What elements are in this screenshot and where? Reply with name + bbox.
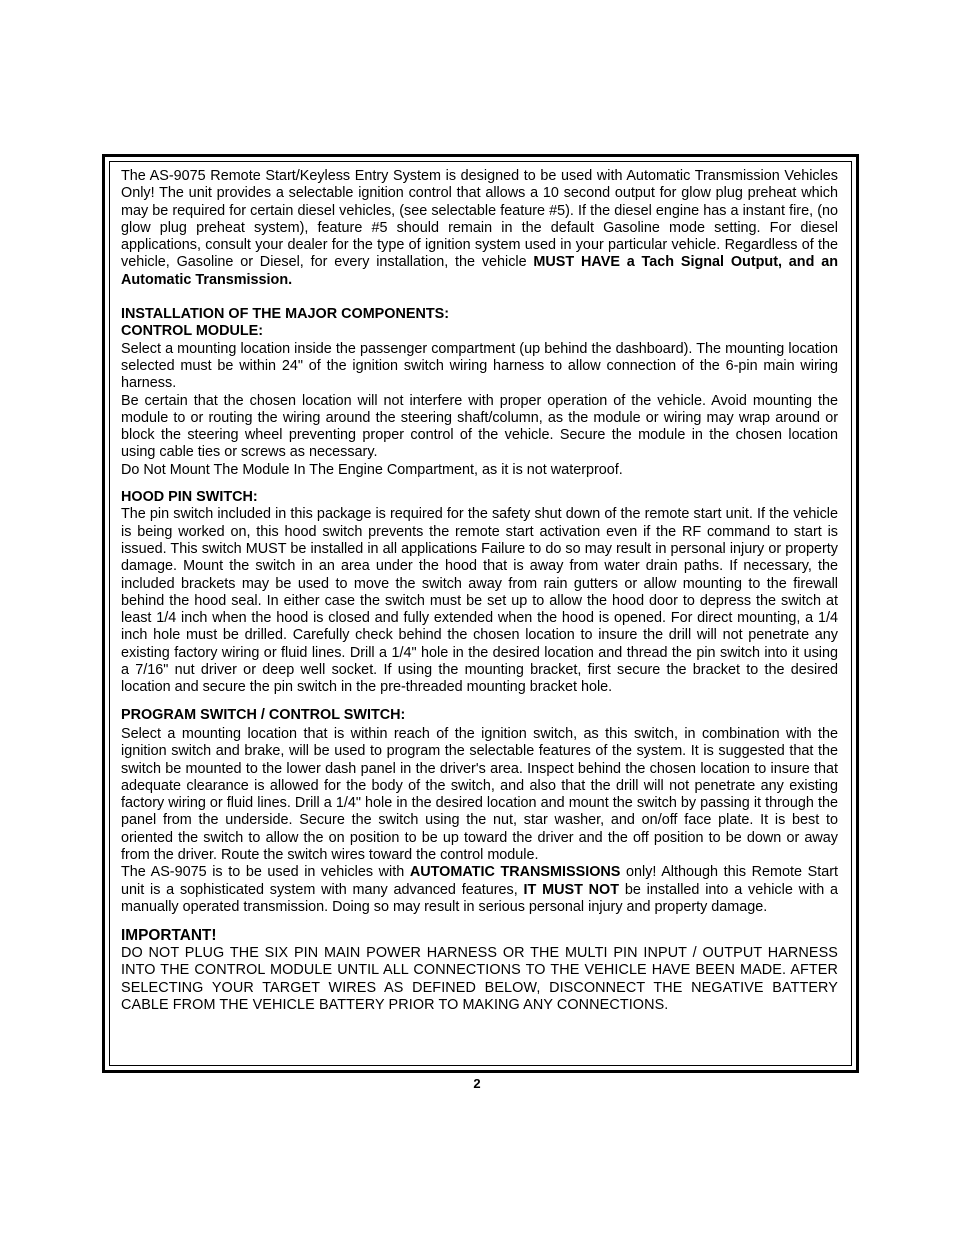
hood-pin-heading: HOOD PIN SWITCH: xyxy=(121,489,258,506)
important-heading: IMPORTANT! xyxy=(121,927,217,945)
control-module-paragraph-1: Select a mounting location inside the passenger compartment (up behind the dashboard). The mounting location selected must be within 24" of the ignition switch wiring harness to allow connection of the 6-pin main wiring harness. xyxy=(121,340,838,392)
document-body xyxy=(121,168,838,1014)
control-module-heading: CONTROL MODULE: xyxy=(121,323,264,340)
control-module-paragraph-2: Be certain that the chosen location will not interfere with proper operation of the vehicle. Avoid mounting the module to or routing the wiring around the steering shaft/column, as the module or wiring may wrap around or block the steering wheel preventing proper control of the vehicle. Secure the module in the chosen location using cable ties or screws as necessary. xyxy=(121,392,838,461)
installation-heading: INSTALLATION OF THE MAJOR COMPONENTS: xyxy=(121,306,450,323)
intro-text: The AS-9075 Remote Start/Keyless Entry System is designed to be used with Automatic Transmission Vehicles Only! The unit provides a selectable ignition control that allows a 10 second output for glow plug preheat which may be required for certain diesel vehicles, (see selectable feature #5). If the diesel engine has a instant fire, (no glow plug preheat system), feature #5 should remain in the default Gasoline mode setting. For diesel applications, consult your dealer for the type of ignition system used in your particular vehicle. Regardless of the vehicle, Gasoline or Diesel, for every installation, the vehicle xyxy=(121,168,838,271)
intro-paragraph xyxy=(121,168,838,289)
hood-pin-paragraph: The pin switch included in this package is required for the safety shut down of the remote start unit. If the vehicle is being worked on, this hood switch prevents the remote start activation even if the RF command to start is issued. This switch MUST be installed in all applications Failure to do so may result in personal injury or property damage. Mount the switch in an area under the hood that is away from water drain paths. If necessary, the included brackets may be used to move the switch away from rain gutters or allow mounting to the firewall behind the hood seal. In either case the switch must be set up to allow the hood door to depress the switch at least 1/4 inch when the hood is closed and fully extended when the hood is opened. For direct mounting, a 1/4 inch hole must be drilled. Carefully check behind the chosen location to insure the drill will not penetrate any existing factory wiring or fluid lines. Drill a 1/4" hole in the desired location and thread the pin switch into it using a 7/16" nut driver or deep well socket. If using the mounting bracket, first secure the bracket to the desired location and secure the pin switch in the pre-threaded mounting bracket hole. xyxy=(121,506,838,696)
program-switch-heading: PROGRAM SWITCH / CONTROL SWITCH: xyxy=(121,706,406,723)
important-paragraph: DO NOT PLUG THE SIX PIN MAIN POWER HARNESS OR THE MULTI PIN INPUT / OUTPUT HARNESS INTO THE CONTROL MODULE UNTIL ALL CONNECTIONS TO THE VEHICLE HAVE BEEN MADE. AFTER SELECTING YOUR TARGET WIRES AS DEFINED BELOW, DISCONNECT THE NEGATIVE BATTERY CABLE FROM THE VEHICLE BATTERY PRIOR TO MAKING ANY CONNECTIONS. xyxy=(121,945,838,1014)
intro-bold-text: MUST HAVE a Tach Signal Output, and an Automatic Transmission. xyxy=(121,254,838,288)
transmission-warning-paragraph: The AS-9075 is to be used in vehicles with AUTOMATIC TRANSMISSIONS only! Although this Remote Start unit is a sophisticated system with many advanced features, IT MUST NOT be installed into a vehicle with a manually operated transmission. Doing so may result in serious personal injury and property damage. xyxy=(121,864,839,915)
page-number: 2 xyxy=(473,1076,481,1091)
program-switch-paragraph: Select a mounting location that is within reach of the ignition switch, as this switch, in combination with the ignition switch and brake, will be used to program the selectable features of the system. It is suggested that the switch be mounted to the lower dash panel in the driver's area. Inspect behind the chosen location to insure that adequate clearance is allowed for the body of the switch, and also that the drill will not penetrate any existing factory wiring or fluid lines. Drill a 1/4" hole in the desired location and mount the switch by passing it through the panel from the underside. Secure the switch using the nut, star washer, and on/off face plate. It is best to oriented the switch to allow the on position to be up toward the driver and the off position to be down or away from the driver. Route the switch wires toward the control module. xyxy=(121,725,838,863)
control-module-paragraph-3: Do Not Mount The Module In The Engine Compartment, as it is not waterproof. xyxy=(121,461,623,478)
